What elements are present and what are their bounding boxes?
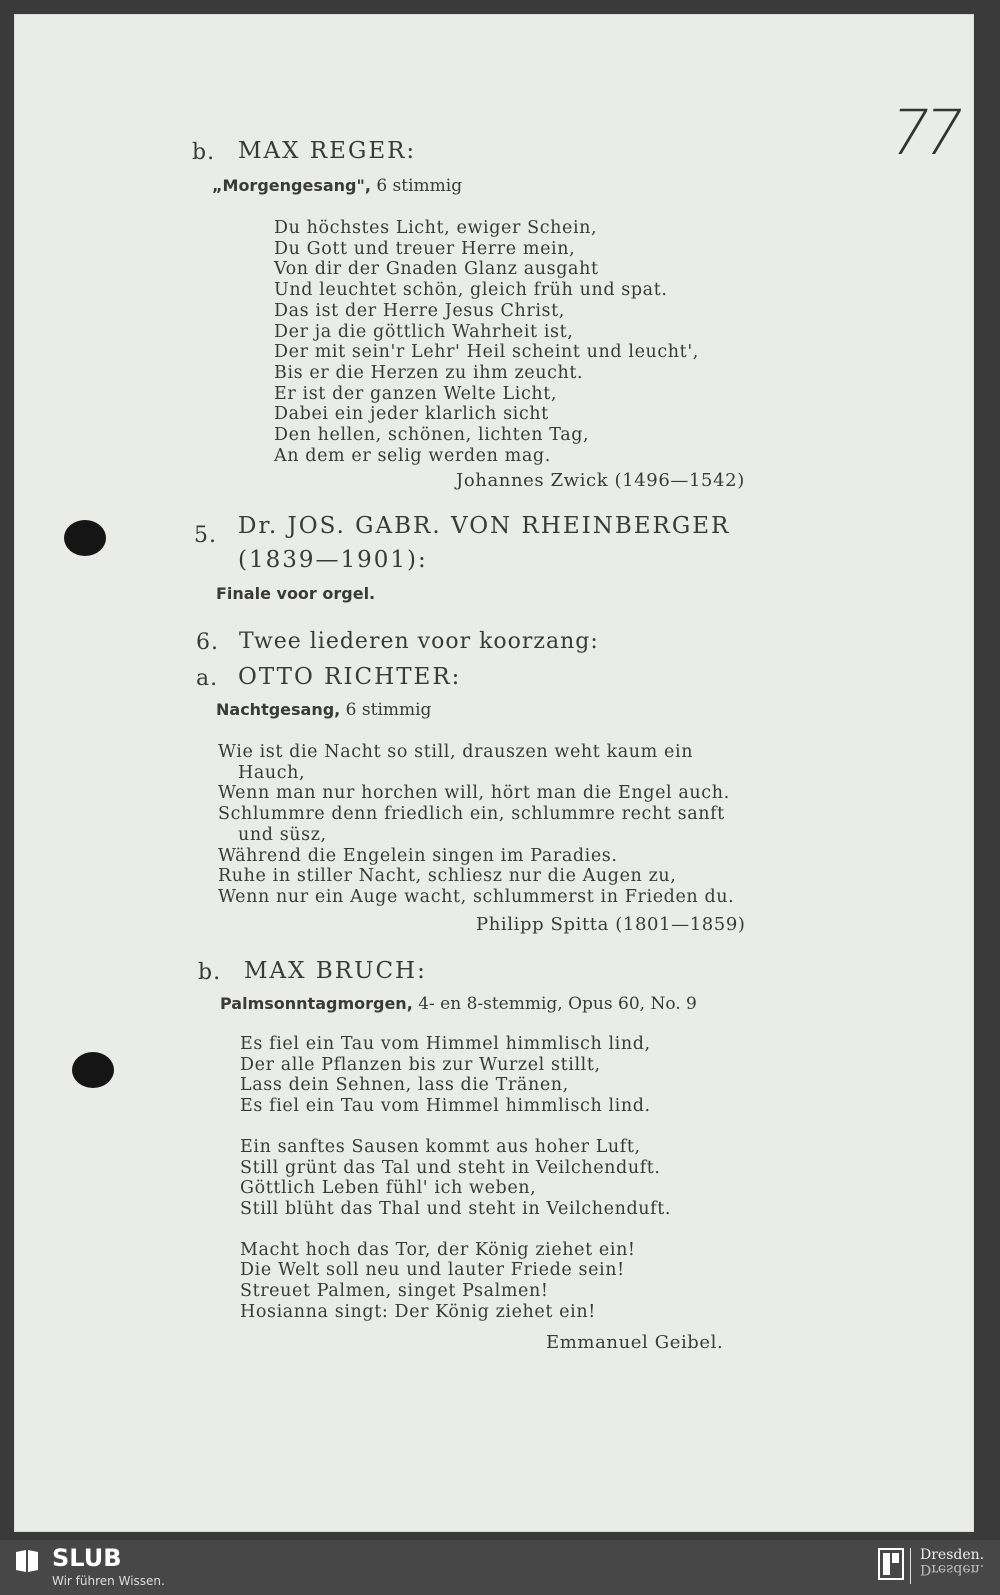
poem-line: Göttlich Leben fühl' ich weben, bbox=[240, 1178, 537, 1199]
footer-divider bbox=[910, 1548, 911, 1584]
rheinberger-work-title: Finale voor orgel. bbox=[216, 584, 376, 603]
poem-line: Streuet Palmen, singet Psalmen! bbox=[240, 1281, 549, 1302]
section6-number: 6. bbox=[196, 630, 219, 655]
rheinberger-composer-line1: Dr. JOS. GABR. VON RHEINBERGER bbox=[238, 513, 731, 539]
poem-line: Ein sanftes Sausen kommt aus hoher Luft, bbox=[240, 1136, 641, 1157]
section6-heading: Twee liederen voor koorzang: bbox=[239, 629, 599, 654]
richter-poem bbox=[218, 742, 734, 908]
poem-line: und süsz, bbox=[238, 824, 327, 845]
poem-line: Es fiel ein Tau vom Himmel himmlisch lind, bbox=[240, 1034, 651, 1054]
poem-line: Du höchstes Licht, ewiger Schein, bbox=[274, 218, 598, 238]
dresden-logo-line1: Dresden. bbox=[920, 1547, 985, 1563]
reger-author: Johannes Zwick (1496—1542) bbox=[456, 470, 745, 491]
poem-line: Von dir der Gnaden Glanz ausgaht bbox=[274, 259, 599, 280]
bruch-work-title: Palmsonntagmorgen, bbox=[220, 994, 413, 1013]
reger-composer: MAX REGER: bbox=[238, 138, 417, 164]
poem-line: Hosianna singt: Der König ziehet ein! bbox=[240, 1301, 596, 1322]
richter-work-title: Nachtgesang, bbox=[216, 700, 341, 719]
poem-line: Den hellen, schönen, lichten Tag, bbox=[274, 425, 590, 446]
poem-line: Schlummre denn friedlich ein, schlummre recht sanft bbox=[218, 804, 725, 825]
rheinberger-number: 5. bbox=[194, 523, 217, 548]
poem-stanza bbox=[240, 1034, 671, 1117]
bruch-composer: MAX BRUCH: bbox=[244, 958, 427, 984]
richter-author: Philipp Spitta (1801—1859) bbox=[476, 914, 746, 935]
bruch-poem bbox=[240, 1034, 671, 1322]
poem-line: Und leuchtet schön, gleich früh und spat. bbox=[274, 280, 668, 301]
poem-line: Während die Engelein singen im Paradies. bbox=[218, 845, 618, 866]
bruch-work-detail: 4- en 8-stemmig, Opus 60, No. 9 bbox=[418, 994, 697, 1014]
reger-work-title: „Morgengesang", bbox=[212, 176, 371, 195]
poem-line: Der ja die göttlich Wahrheit ist, bbox=[274, 321, 574, 342]
poem-line: Er ist der ganzen Welte Licht, bbox=[274, 383, 558, 404]
page-number: 77 bbox=[882, 96, 965, 169]
book-icon bbox=[14, 1548, 40, 1574]
poem-line: Bis er die Herzen zu ihm zeucht. bbox=[274, 362, 584, 383]
poem-stanza bbox=[240, 1240, 671, 1323]
reger-work-detail: 6 stimmig bbox=[376, 176, 463, 196]
poem-line: Der mit sein'r Lehr' Heil scheint und leucht', bbox=[274, 342, 699, 363]
richter-work-detail: 6 stimmig bbox=[345, 700, 432, 720]
poem-line: Ruhe in stiller Nacht, schliesz nur die Augen zu, bbox=[218, 866, 677, 887]
poem-line: Das ist der Herre Jesus Christ, bbox=[274, 300, 565, 321]
poem-line: Du Gott und treuer Herre mein, bbox=[274, 238, 576, 259]
punch-hole bbox=[64, 520, 106, 556]
richter-prefix: a. bbox=[196, 666, 219, 691]
dresden-logo[interactable] bbox=[920, 1548, 984, 1576]
city-crest-icon bbox=[878, 1548, 904, 1580]
richter-composer: OTTO RICHTER: bbox=[238, 664, 462, 690]
poem-stanza bbox=[240, 1137, 671, 1220]
bruch-work bbox=[220, 994, 697, 1014]
rheinberger-composer-line2: (1839—1901): bbox=[238, 547, 428, 573]
poem-line: Dabei ein jeder klarlich sicht bbox=[274, 404, 549, 425]
bruch-author: Emmanuel Geibel. bbox=[546, 1332, 724, 1353]
poem-line: Der alle Pflanzen bis zur Wurzel stillt, bbox=[240, 1054, 601, 1075]
poem-line: Still grünt das Tal und steht in Veilchenduft. bbox=[240, 1157, 661, 1178]
punch-hole bbox=[72, 1052, 114, 1088]
footer-bar bbox=[0, 1540, 1000, 1595]
poem-line: Wenn man nur horchen will, hört man die Engel auch. bbox=[218, 783, 730, 804]
dresden-logo-line2: Dresden. bbox=[920, 1561, 985, 1577]
poem-line: Es fiel ein Tau vom Himmel himmlisch lind. bbox=[240, 1096, 651, 1117]
poem-line: Hauch, bbox=[238, 762, 306, 783]
poem-line: Lass dein Sehnen, lass die Tränen, bbox=[240, 1075, 569, 1096]
show-through-decoration bbox=[714, 134, 723, 158]
reger-prefix: b. bbox=[192, 140, 216, 165]
poem-line: Wenn nur ein Auge wacht, schlummerst in Frieden du. bbox=[218, 886, 735, 907]
poem-line: Still blüht das Thal und steht in Veilchenduft. bbox=[240, 1198, 672, 1219]
slub-brand[interactable]: SLUB bbox=[52, 1544, 122, 1572]
poem-line: An dem er selig werden mag. bbox=[274, 445, 551, 466]
rheinberger-work bbox=[216, 584, 375, 604]
bruch-prefix: b. bbox=[198, 960, 222, 985]
reger-work bbox=[212, 176, 462, 196]
poem-line: Macht hoch das Tor, der König ziehet ein! bbox=[240, 1239, 636, 1260]
richter-work bbox=[216, 700, 431, 720]
reger-poem bbox=[274, 218, 699, 466]
poem-line: Wie ist die Nacht so still, drauszen weht kaum ein bbox=[218, 742, 694, 762]
poem-line: Die Welt soll neu und lauter Friede sein! bbox=[240, 1260, 625, 1281]
document-page bbox=[14, 14, 974, 1532]
slub-tagline: Wir führen Wissen. bbox=[52, 1574, 165, 1588]
